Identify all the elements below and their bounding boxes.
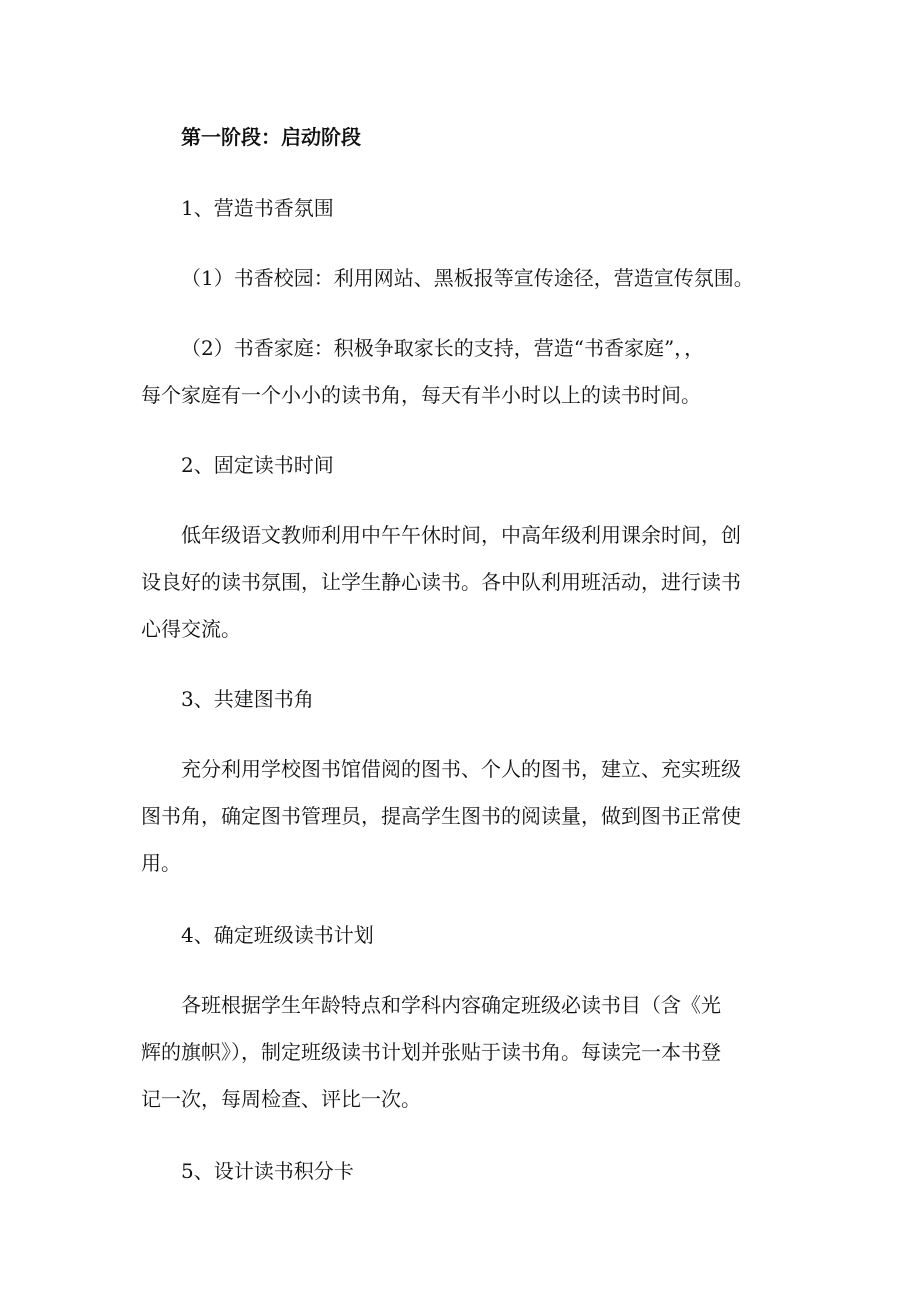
paragraph-line: 低年级语文教师利用中午午休时间，中高年级利用课余时间，创 xyxy=(181,523,741,547)
paragraph-line: 心得交流。 xyxy=(141,617,241,641)
paragraph-line: 每个家庭有一个小小的读书角，每天有半小时以上的读书时间。 xyxy=(141,383,701,407)
section-heading: 1、营造书香氛围 xyxy=(181,196,334,220)
paragraph-line: 充分利用学校图书馆借阅的图书、个人的图书，建立、充实班级 xyxy=(181,757,741,781)
paragraph-line: 各班根据学生年龄特点和学科内容确定班级必读书目（含《光 xyxy=(181,993,721,1017)
paragraph-line: 设良好的读书氛围，让学生静心读书。各中队利用班活动，进行读书 xyxy=(141,570,741,594)
section-heading: 4、确定班级读书计划 xyxy=(181,923,374,947)
paragraph-line: 图书角，确定图书管理员，提高学生图书的阅读量，做到图书正常使 xyxy=(141,804,741,828)
section-heading: 5、设计读书积分卡 xyxy=(181,1159,354,1183)
stage-title: 第一阶段：启动阶段 xyxy=(181,125,361,149)
paragraph-line: （2）书香家庭：积极争取家长的支持，营造“书香家庭”，， xyxy=(181,336,705,360)
paragraph-line: （1）书香校园：利用网站、黑板报等宣传途径，营造宣传氛围。 xyxy=(181,266,754,290)
paragraph-line: 用。 xyxy=(141,851,181,875)
paragraph-line: 辉的旗帜》），制定班级读书计划并张贴于读书角。每读完一本书登 xyxy=(141,1040,721,1064)
section-heading: 3、共建图书角 xyxy=(181,687,314,711)
section-heading: 2、固定读书时间 xyxy=(181,453,334,477)
paragraph-line: 记一次，每周检查、评比一次。 xyxy=(141,1087,421,1111)
